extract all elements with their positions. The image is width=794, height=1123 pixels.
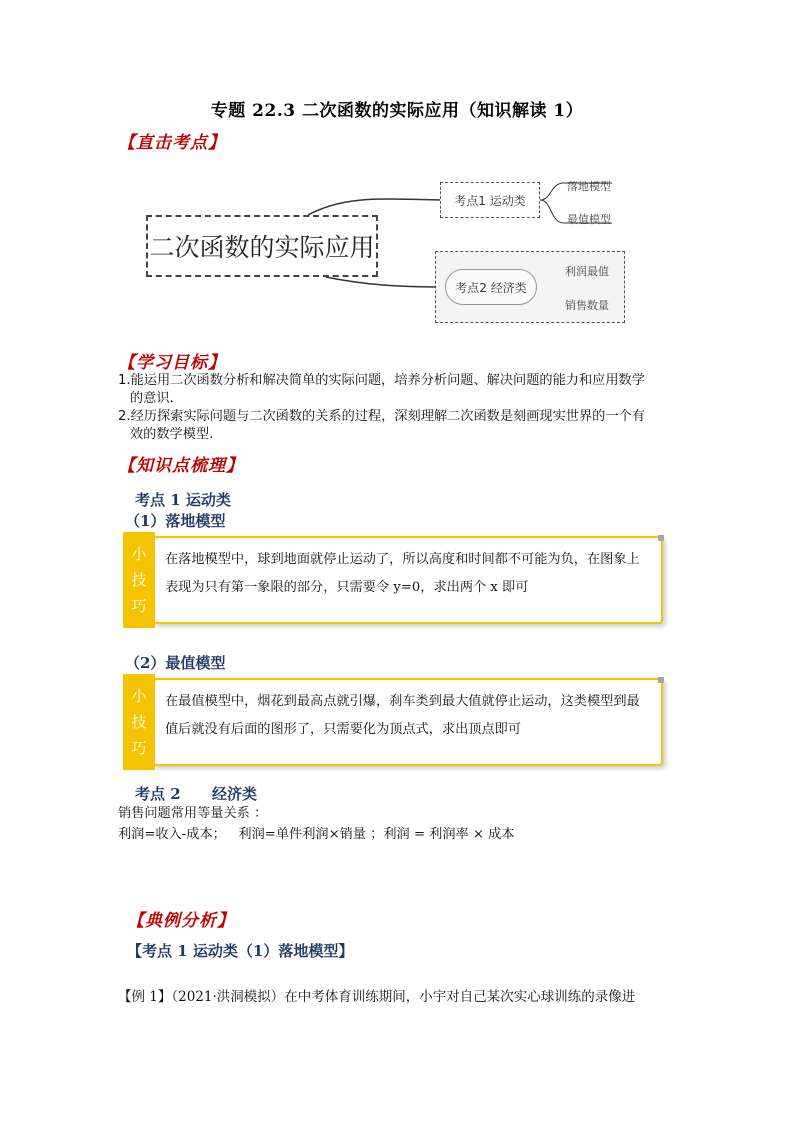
example-topic-heading: 【考点 1 运动类（1）落地模型】: [127, 942, 354, 960]
knowledge-point-2-title: 考点 2 经济类: [135, 785, 257, 803]
section-heading-knowledge: 【知识点梳理】: [118, 456, 244, 476]
tip-box-corner-marker: [658, 535, 664, 541]
goal-line: 2.经历探索实际问题与二次函数的关系的过程，深刻理解二次函数是刻画现实世界的一个有: [118, 409, 645, 424]
tip-box-extreme-model: [123, 674, 663, 766]
section-heading-goals: 【学习目标】: [118, 353, 226, 373]
mind-map-root: 二次函数的实际应用: [146, 215, 378, 277]
sales-formulas: 利润=收入-成本； 利润=单件利润×销量 ；利润 = 利润率 × 成本: [118, 827, 515, 842]
knowledge-point-1-sub-2: （2）最值模型: [125, 654, 226, 672]
mind-map-leaf: 落地模型: [567, 180, 611, 193]
goal-line: 效的数学模型.: [130, 427, 214, 442]
example-1-text: 【例 1】（2021·洪洞模拟）在中考体育训练期间，小宇对自己某次实心球训练的录像进: [118, 989, 636, 1005]
mind-map-node-motion: 考点1 运动类: [440, 182, 540, 218]
tip-box-landing-model: [123, 532, 663, 624]
knowledge-point-1-sub-1: （1）落地模型: [125, 512, 226, 530]
knowledge-point-1-title: 考点 1 运动类: [135, 491, 231, 509]
section-heading-key-points: 【直击考点】: [118, 133, 226, 153]
goal-line: 1.能运用二次函数分析和解决简单的实际问题，培养分析问题、解决问题的能力和应用数学: [118, 373, 645, 388]
tip-label: 小 技 巧: [123, 532, 155, 628]
section-heading-examples: 【典例分析】: [127, 911, 235, 931]
tip-text: 在最值模型中，烟花到最高点就引爆，刹车类到最大值就停止运动，这类模型到最 值后就没有后面的图形了，只需要化为顶点式，求出顶点即可: [165, 694, 640, 737]
mind-map-leaf: 最值模型: [567, 213, 611, 226]
tip-text: 在落地模型中，球到地面就停止运动了，所以高度和时间都不可能为负，在图象上 表现为只有第一象限的部分，只需要令 y=0，求出两个 x 即可: [165, 552, 640, 595]
goal-line: 的意识.: [130, 391, 174, 406]
tip-box-corner-marker: [658, 677, 664, 683]
mind-map-leaf: 销售数量: [565, 299, 609, 312]
document-title: 专题 22.3 二次函数的实际应用（知识解读 1）: [210, 101, 584, 121]
mind-map-node-economics: 考点2 经济类: [445, 269, 537, 305]
tip-label: 小 技 巧: [123, 674, 155, 770]
learning-goals: [118, 372, 678, 444]
sales-relations-intro: 销售问题常用等量关系 ：: [118, 806, 268, 821]
mind-map: [140, 165, 640, 335]
mind-map-leaf: 利润最值: [565, 265, 609, 278]
